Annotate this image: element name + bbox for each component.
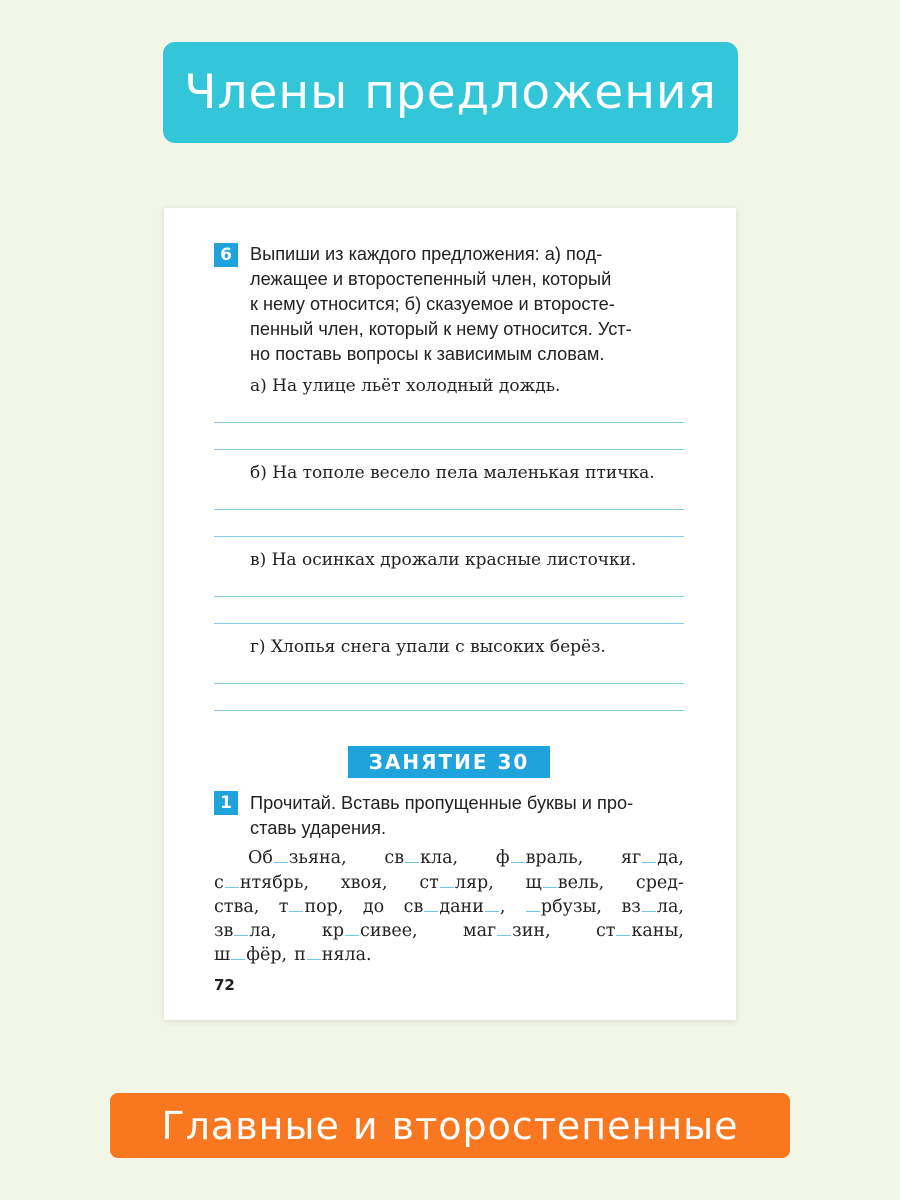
exercise-word <box>525 897 602 917</box>
exercise-word <box>248 848 347 868</box>
exercise-word <box>214 873 309 893</box>
lesson-header: ЗАНЯТИЕ 30 <box>348 746 550 778</box>
exercise-word <box>496 848 583 868</box>
answer-line <box>214 596 684 597</box>
word-line <box>214 897 684 917</box>
word-fragment: ляр, <box>454 873 494 893</box>
word-fragment: хвоя, <box>340 873 388 893</box>
top-banner-title: Члены предложения <box>184 65 717 120</box>
word-fragment: сред- <box>635 873 684 893</box>
sentence-d: г) Хлопья снега упали с высоких берёз. <box>250 637 606 657</box>
workbook-page <box>164 208 736 1020</box>
missing-letter-blank <box>274 862 288 863</box>
word-fragment: фёр, <box>246 945 288 965</box>
word-line <box>214 848 684 868</box>
answer-line <box>214 509 684 510</box>
answer-line <box>214 422 684 423</box>
missing-letter-blank <box>642 862 656 863</box>
task-6-text-line: но поставь вопросы к зависимым словам. <box>250 344 605 364</box>
word-fragment: ла, <box>249 921 277 941</box>
word-fragment: яг <box>621 848 642 868</box>
word-fragment: св <box>403 897 424 917</box>
word-fragment: сивее, <box>360 921 418 941</box>
answer-line <box>214 710 684 711</box>
missing-letter-blank <box>485 911 499 912</box>
word-fragment: вель, <box>557 873 605 893</box>
task-1-text-line: Прочитай. Вставь пропущенные буквы и про- <box>250 793 634 813</box>
task-6-text-line: лежащее и второстепенный член, который <box>250 269 612 289</box>
exercise-word <box>294 945 372 965</box>
word-fragment: п <box>294 945 306 965</box>
word-line <box>214 921 684 941</box>
missing-letter-blank <box>289 911 303 912</box>
word-fragment: щ <box>525 873 542 893</box>
word-fragment: до <box>362 897 385 917</box>
missing-letter-blank <box>642 911 656 912</box>
sentence-b: б) На тополе весело пела маленькая птичка. <box>250 463 655 483</box>
word-fragment: зьяна, <box>288 848 347 868</box>
exercise-word <box>363 897 384 917</box>
missing-letter-blank <box>424 911 438 912</box>
word-fragment: , <box>499 897 506 917</box>
missing-letter-blank <box>497 935 511 936</box>
word-fragment: рбузы, <box>540 897 602 917</box>
exercise-word <box>419 873 493 893</box>
exercise-word <box>214 921 277 941</box>
word-fragment: зв <box>214 921 234 941</box>
word-fragment: ства, <box>214 897 260 917</box>
top-banner <box>163 42 738 143</box>
sentence-c: в) На осинках дрожали красные листочки. <box>250 550 637 570</box>
exercise-word <box>384 848 458 868</box>
missing-letter-blank <box>345 935 359 936</box>
task-6-text-line: Выпиши из каждого предложения: а) под- <box>250 244 603 264</box>
word-fragment: маг <box>462 921 497 941</box>
sentence-a: а) На улице льёт холодный дождь. <box>250 376 561 396</box>
word-fragment: с <box>214 873 224 893</box>
missing-letter-blank <box>616 935 630 936</box>
word-fragment: ла, <box>656 897 684 917</box>
task-1-text-line: ставь ударения. <box>250 818 387 838</box>
word-fragment: каны, <box>631 921 684 941</box>
bottom-banner <box>110 1093 790 1158</box>
answer-line <box>214 683 684 684</box>
exercise-word <box>463 921 551 941</box>
word-line <box>214 873 684 893</box>
exercise-word <box>279 897 344 917</box>
exercise-word <box>322 921 418 941</box>
word-fragment: да, <box>657 848 684 868</box>
missing-letter-blank <box>307 959 321 960</box>
word-fragment: ш <box>214 945 231 965</box>
word-line <box>214 945 684 965</box>
word-fragment: т <box>278 897 289 917</box>
missing-letter-blank <box>234 935 248 936</box>
exercise-word <box>214 945 287 965</box>
word-fragment: няла. <box>321 945 372 965</box>
word-fragment: св <box>384 848 405 868</box>
word-fragment: ф <box>495 848 510 868</box>
word-fragment: враль, <box>525 848 584 868</box>
word-fragment: вз <box>621 897 641 917</box>
word-fragment: Об <box>248 848 273 868</box>
task-6-text-line: пенный член, который к нему относится. Уст- <box>250 319 632 339</box>
word-fragment: ст <box>595 921 616 941</box>
exercise-word <box>404 897 506 917</box>
word-fragment: кр <box>321 921 345 941</box>
answer-line <box>214 449 684 450</box>
exercise-word <box>341 873 388 893</box>
exercise-word <box>621 848 684 868</box>
page-number: 72 <box>214 976 235 994</box>
missing-letter-blank <box>543 887 557 888</box>
exercise-word <box>621 897 684 917</box>
word-fragment: дани <box>439 897 484 917</box>
task-1-number: 1 <box>214 791 238 815</box>
word-fragment: нтябрь, <box>239 873 310 893</box>
answer-line <box>214 623 684 624</box>
missing-letter-blank <box>405 862 419 863</box>
exercise-word <box>214 897 259 917</box>
missing-letter-blank <box>511 862 525 863</box>
exercise-word <box>596 921 684 941</box>
exercise-word <box>525 873 604 893</box>
word-fragment: зин, <box>512 921 551 941</box>
missing-letter-blank <box>225 887 239 888</box>
missing-letter-blank <box>440 887 454 888</box>
task-6-text-line: к нему относится; б) сказуемое и второсте- <box>250 294 615 314</box>
word-fragment: пор, <box>304 897 344 917</box>
exercise-word <box>636 873 684 893</box>
answer-line <box>214 536 684 537</box>
missing-letter-blank <box>231 959 245 960</box>
task-6-number: 6 <box>214 243 238 267</box>
missing-letter-blank <box>526 911 540 912</box>
bottom-banner-title: Главные и второстепенные <box>161 1103 739 1148</box>
word-fragment: кла, <box>420 848 459 868</box>
word-fragment: ст <box>419 873 439 893</box>
